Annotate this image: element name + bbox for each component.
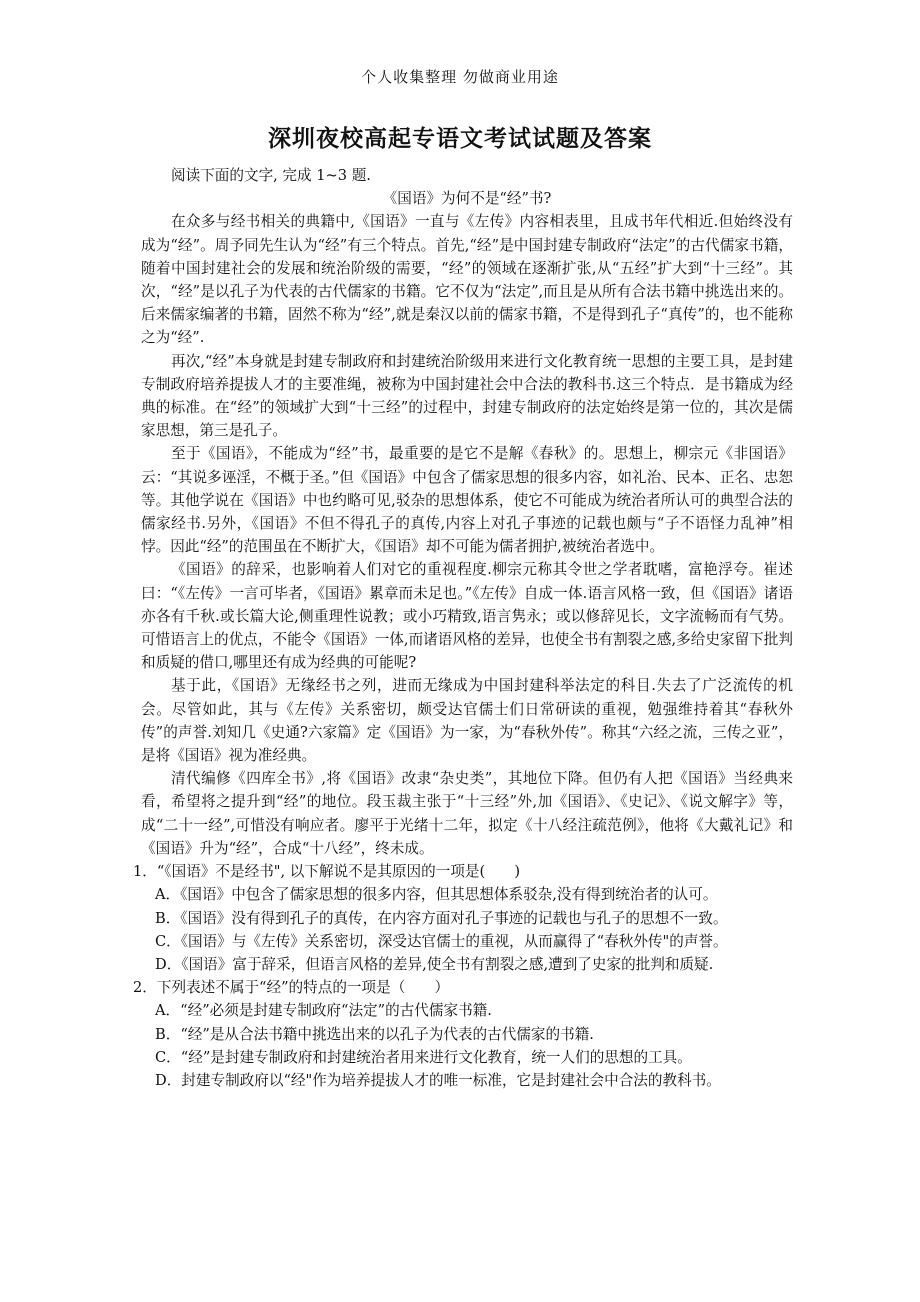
answer-option: B．“经”是从合法书籍中挑选出来的以孔子为代表的古代儒家的书籍. — [155, 1025, 594, 1043]
answer-option: D．封建专制政府以“经"作为培养提拔人才的唯一标准，它是封建社会中合法的教科书。 — [155, 1071, 721, 1089]
article-paragraph: 在众多与经书相关的典籍中,《国语》一直与《左传》内容相表里，且成书年代相近.但始终没有成为“经”。周予同先生认为“经”有三个特点。首先,“经”是中国封建专制政府“法定”的古代儒家书籍，随着中国封建社会的发展和统治阶级的需要，“经”的领域在逐渐扩张,从“五经”扩大到“十三经”。其次，“经”是以孔子为代表的古代儒家的书籍。它不仅为“法定”,而且是从所有合法书籍中挑选出来的。后来儒家编著的书籍，固然不称为“经”,就是秦汉以前的儒家书籍，不是得到孔子“真传”的，也不能称之为“经”. — [141, 213, 793, 347]
page-header: 个人收集整理 勿做商业用途 — [361, 68, 559, 86]
answer-option: A．“经”必须是封建专制政府“法定”的古代儒家书籍. — [155, 1002, 492, 1020]
article-paragraph: 再次,“经”本身就是封建专制政府和封建统治阶级用来进行文化教育统一思想的主要工具，是封建专制政府培养提拔人才的主要准绳，被称为中国封建社会中合法的教科书.这三个特点．是书籍成为经典的标准。在“经”的领域扩大到“十三经”的过程中，封建专制政府的法定始终是第一位的，其次是儒家思想，第三是孔子。 — [141, 352, 793, 440]
article-paragraph: 基于此，《国语》无缘经书之列，进而无缘成为中国封建科举法定的科目.失去了广泛流传的机会。尽管如此，其与《左传》关系密切，颇受达官儒士们日常研读的重视，勉强维持着其“春秋外传”的声誉.刘知几《史通?六家篇》定《国语》为一家，为“春秋外传”。称其“六经之流，三传之亚”，是将《国语》视为准经典。 — [141, 677, 793, 765]
page-title: 深圳夜校高起专语文考试试题及答案 — [268, 125, 652, 152]
answer-option: C．《国语》与《左传》关系密切，深受达官儒士的重视，从而赢得了“春秋外传"的声誉。 — [155, 932, 728, 950]
answer-option: C．“经”是封建专制政府和封建统治者用来进行文化教育，统一人们的思想的工具。 — [155, 1048, 692, 1066]
question-stem: 2．下列表述不属于“经”的特点的一项是（ ） — [133, 979, 450, 997]
answer-option: D．《国语》富于辞采，但语言风格的差异,使全书有割裂之感,遭到了史家的批判和质疑. — [155, 955, 714, 973]
reading-instruction: 阅读下面的文字, 完成 1~3 题. — [171, 167, 371, 184]
article-paragraph: 清代编修《四库全书》,将《国语》改隶“杂史类”，其地位下降。但仍有人把《国语》当经典来看，希望将之提升到“经”的地位。段玉裁主张于“十三经”外,加《国语》、《史记》、《说文解字》等，成“二十一经”,可惜没有响应者。廖平于光绪十二年，拟定《十八经注疏范例》，他将《大戴礼记》和《国语》升为“经”，合成“十八经”，终未成。 — [141, 770, 793, 857]
article-paragraph: 《国语》的辞采，也影响着人们对它的重视程度.柳宗元称其令世之学者耽嗜，富艳浮夸。崔述曰：“《左传》一言可毕者，《国语》累章而未足也。”《左传》自成一体.语言风格一致，但《国语》诸语亦各有千秋.或长篇大论,侧重理性说教；或小巧精致,语言隽永；或以修辞见长，文字流畅而有气势。可惜语言上的优点，不能令《国语》一体,而诸语风格的差异，也使全书有割裂之感,多给史家留下批判和质疑的借口,哪里还有成为经典的可能呢? — [141, 561, 793, 672]
answer-option: B．《国语》没有得到孔子的真传，在内容方面对孔子事迹的记载也与孔子的思想不一致。 — [155, 909, 728, 927]
question-stem: 1．“《国语》不是经书", 以下解说不是其原因的一项是( ) — [133, 863, 521, 881]
article-title: 《国语》为何不是“经”书? — [382, 190, 552, 208]
document-body — [133, 164, 793, 1092]
answer-option: A．《国语》中包含了儒家思想的很多内容，但其思想体系驳杂,没有得到统治者的认可。 — [155, 886, 718, 904]
article-paragraph: 至于《国语》，不能成为“经”书，最重要的是它不是解《春秋》的。思想上，柳宗元《非国语》云：“其说多诬淫，不概于圣。”但《国语》中包含了儒家思想的很多内容，如礼治、民本、正名、忠恕等。其他学说在《国语》中也约略可见,驳杂的思想体系，使它不可能成为统治者所认可的典型合法的儒家经书.另外，《国语》不但不得孔子的真传,内容上对孔子事迹的记载也颇与“子不语怪力乱神”相悖。因此“经”的范围虽在不断扩大，《国语》却不可能为儒者拥护,被统治者选中。 — [141, 445, 793, 556]
